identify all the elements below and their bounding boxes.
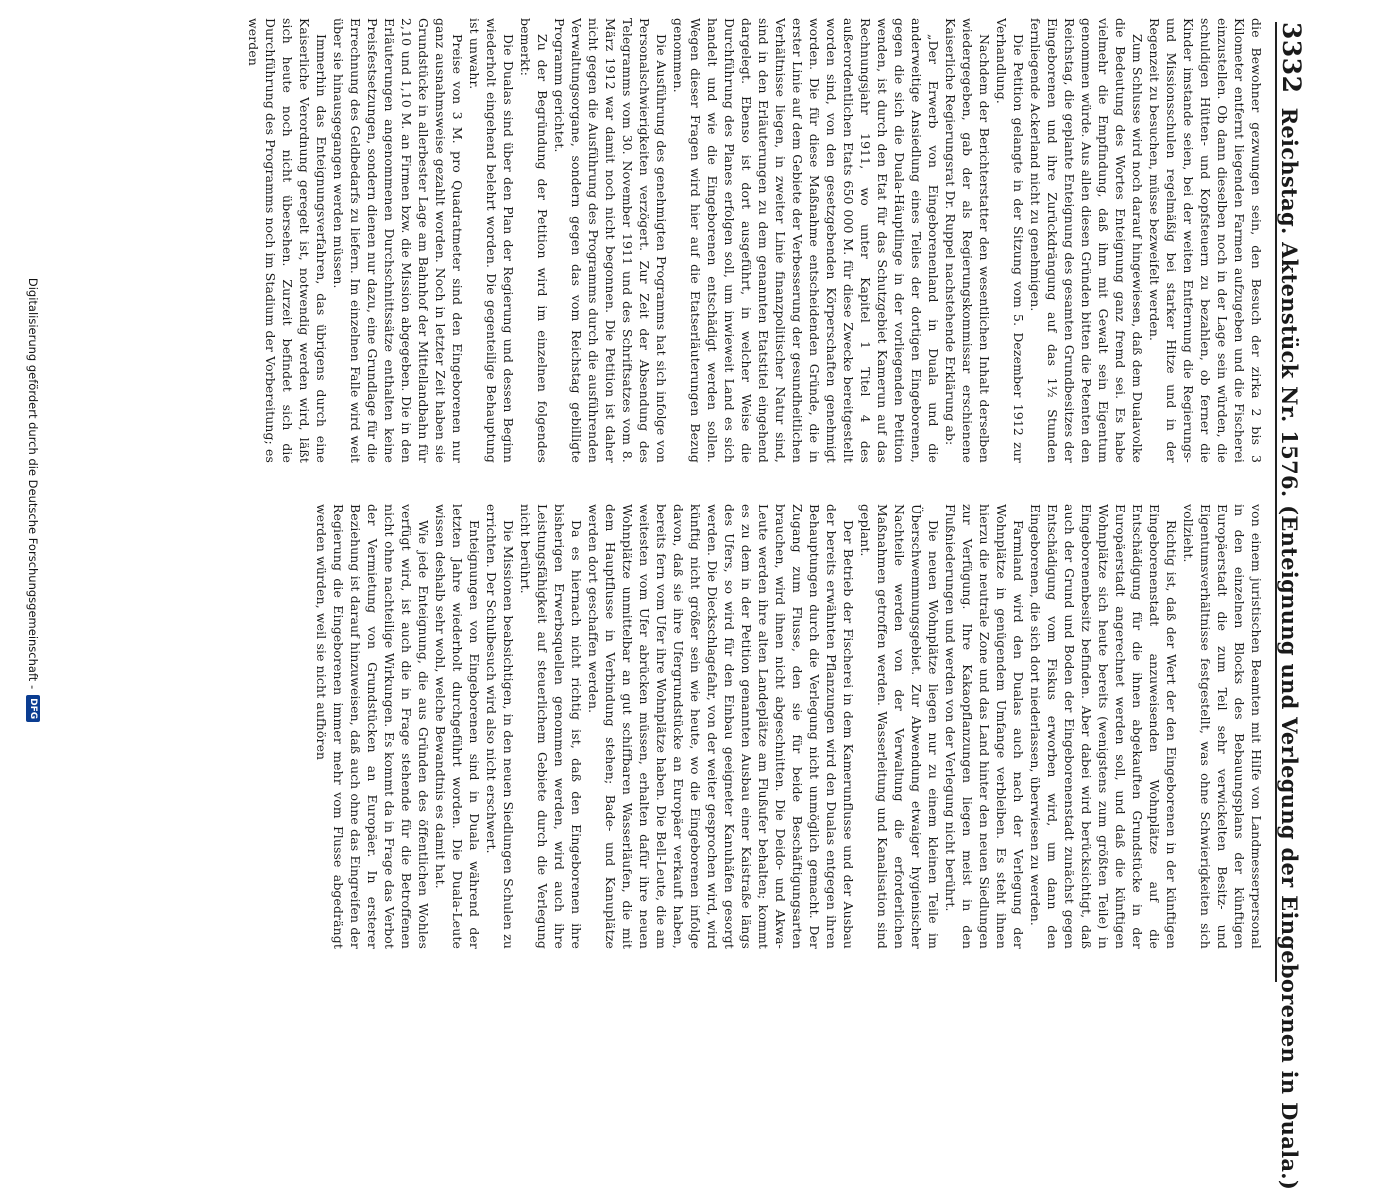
paragraph: Der Betrieb der Fischerei in dem Kamerunflusse und der Ausbau der bereits erwähnten Pflanzungen wird den Dualas entgegen ihren Behauptungen durch die Verlegung nicht unmöglich gemacht. Der Zugang zum Flusse, den sie für beide Beschäftigungsarten brauchen, wird ihnen nicht abgeschnitten. Die Deido- und Akwa-Leute werden ihre alten Landeplätze am Flußufer behalten; kommt es zu dem in der Petition genannten Ausbau einer Kaistraße längs des Ufers, so wird für den Einbau geeigneter Kanuhäfen gesorgt werden. Die Dieckschlagefahr, von der weiter gesprochen wird, wird künftig nicht größer sein wie heute, wo die Eingeborenen infolge davon, daß sie ihre Ufergrundstücke an Europäer verkauft haben, bereits fern vom Ufer ihre Wohnplätze haben. Die Bell-Leute, die am weitesten vom Ufer abrücken müssen, erhalten dafür ihre neuen Wohnplätze unmittelbar an gut schiffbaren Wasserläufen, die mit dem Hauptflusse in Verbindung stehen; Bade- und Kanuplätze werden dort geschaffen werden. xyxy=(586,504,856,949)
dfg-logo: DFG xyxy=(26,695,40,722)
paragraph: Zu der Begründung der Petition wird im einzelnen folgendes bemerkt: xyxy=(518,18,550,463)
paragraph: die Bewohner gezwungen sein, den Besuch der zirka 2 bis 3 Kilometer entfernt liegenden Farmen aufzugeben und die Fischerei einzustellen. Ob dann dieselben noch in der Lage sein würden, die schuldigen Hütten- und Kopfsteuern zu bezahlen, ob ferner die Kinder imstande seien, bei der weiten Entfernung die Regierungs- und Missionsschulen regelmäßig bei starker Hitze und in der Regenzeit zu besuchen, müsse bezweifelt werden. xyxy=(1147,18,1264,463)
paragraph: Die Ausführung des genehmigten Programms hat sich infolge von Personalschwierigkeiten verzögert. Zur Zeit der Absendung des Telegramms vom 30. November 1911 und des Schriftsatzes vom 8. März 1912 war damit noch nicht begonnen. Die Petition ist daher nicht gegen die Ausführung des Programms durch die ausführenden Verwaltungsorgane, sondern gegen das vom Reichstag gebilligte Programm gerichtet. xyxy=(552,18,669,463)
paragraph: Zum Schlusse wird noch darauf hingewiesen, daß dem Dualavolke die Bedeutung des Wortes Enteignung ganz fremd sei. Es habe vielmehr die Empfindung, daß ihm mit Gewalt sein Eigentum genommen würde. Aus allen diesen Gründen bitten die Petenten den Reichstag, die geplante Enteignung des gesamten Grundbesitzes der Eingeborenen und ihre Zurückdrängung auf das 1½ Stunden fernliegende Ackerland nicht zu genehmigen. xyxy=(1028,18,1145,463)
paragraph: Enteignungen von Eingeborenen sind in Duala während der letzten Jahre wiederholt durchgeführt worden. Die Duala-Leute wissen deshalb sehr wohl, welche Bewandtnis es damit hat. xyxy=(433,504,482,949)
text-column-left xyxy=(135,18,1265,463)
paragraph: Richtig ist, daß der Wert der den Eingeborenen in der künftigen Eingeborenenstadt anzuweisenden Wohnplätze auf die Entschädigung für die ihnen abgekauften Grundstücke in der Europäerstadt angerechnet werden soll, und daß die künftigen Wohnplätze sich heute bereits (wenigstens zum größten Teile) in Eingeborenenbesitz befinden. Aber dabei wird berücksichtigt, daß auch der Grund und Boden der Eingeborenenstadt zunächst gegen Entschädigung vom Fiskus erworben wird, um dann den Eingeborenen, die sich dort niederlassen, überwiesen zu werden. xyxy=(1028,504,1179,949)
paragraph: Die Missionen beabsichtigen, in den neuen Siedlungen Schulen zu errichten. Der Schulbesuch wird also nicht erschwert. xyxy=(484,504,516,949)
paragraph: Die neuen Wohnplätze liegen nur zu einem kleinen Teile im Überschwemmungsgebiet. Zur Abwendung etwaiger hygienischer Nachteile werden von der Verwaltung die erforderlichen Maßnahmen getroffen werden. Wasserleitung und Kanalisation sind geplant. xyxy=(858,504,941,949)
page-header xyxy=(1275,22,1325,1190)
digitization-footer xyxy=(18,0,48,1000)
footer-text: Digitalisierung gefördert durch die Deutsche Forschungsgemeinschaft - xyxy=(26,277,40,690)
paragraph: Wie jede Enteignung, die aus Gründen des öffentlichen Wohles verfügt wird, ist auch die in Frage stehende für die Betroffenen nicht ohne nachteilige Wirkungen. Es kommt da in Frage das Verbot der Vermietung von Grundstücken an Europäer. In ersterer Beziehung ist darauf hinzuweisen, daß auch ohne das Eingreifen der Regierung die Eingeborenen immer mehr vom Flusse abgedrängt werden würden, weil sie nicht aufhören xyxy=(314,504,431,949)
paragraph: Nachdem der Berichterstatter den wesentlichen Inhalt derselben wiedergegeben, gab der als Regierungskommissar erschienene Kaiserliche Regierungsrat Dr. Ruppel nachstehende Erklärung ab: xyxy=(943,18,992,463)
paragraph: Die Petition gelangte in der Sitzung vom 5. Dezember 1912 zur Verhandlung. xyxy=(994,18,1026,463)
paragraph: „Der Erwerb von Eingeborenenland in Duala und die anderweitige Ansiedlung eines Teiles der dortigen Eingeborenen, gegen die sich die Duala-Häuptlinge in der vorliegenden Petition wenden, ist durch den Etat für das Schutzgebiet Kamerun auf das Rechnungsjahr 1911, wo unter Kapitel 1 Titel 4 des außerordentlichen Etats 650 000 M. für diese Zwecke bereitgestellt worden sind, von den gesetzgebenden Körperschaften genehmigt worden. Die für diese Maßnahme entscheidenden Gründe, die in erster Linie auf dem Gebiete der Verbesserung der gesundheitlichen Verhältnisse liegen, in zweiter Linie finanzpolitischer Natur sind, sind in den Erläuterungen zu dem genannten Etatstitel eingehend dargelegt. Ebenso ist dort ausgeführt, in welcher Weise die Durchführung des Planes erfolgen soll, um inwieweit Land es sich handelt und wie die Eingeborenen entschädigt werden sollen. Wegen dieser Fragen wird hier auf die Etatserläuterungen Bezug genommen. xyxy=(671,18,941,463)
text-column-right xyxy=(135,504,1265,949)
paragraph: von einem juristischen Beamten mit Hilfe von Landmesserpersonal in den einzelnen Blocks des Bebauungsplans der künftigen Europäerstadt die zum Teil sehr verwickelten Besitz- und Eigentumsverhältnisse festgestellt, was ohne Schwierigkeiten sich vollzieht. xyxy=(1181,504,1264,949)
paragraph: Da es hiernach nicht richtig ist, daß den Eingeborenen ihre bisherigen Erwerbsquellen genommen werden, wird auch ihre Leistungsfähigkeit auf steuerlichem Gebiete durch die Verlegung nicht berührt. xyxy=(518,504,584,949)
page-number: 3332 xyxy=(1277,22,1306,94)
paragraph: Farmland wird den Dualas auch nach der Verlegung der Wohnplätze in genügendem Umfange verbleiben. Es steht ihnen hierzu die neutrale Zone und das Land hinter den neuen Siedlungen zur Verfügung. Ihre Kakaopflanzungen liegen meist in den Flußniederungen und werden von der Verlegung nicht berührt. xyxy=(943,504,1026,949)
paragraph: Preise von 3 M. pro Quadratmeter sind den Eingeborenen nur ganz ausnahmsweise gezahlt worden. Noch in letzter Zeit haben sie Grundstücke in allerbester Lage am Bahnhof der Mittellandbahn für 2,10 und 1,10 M. an Firmen bzw. die Mission abgegeben. Die in den Erläuterungen angenommenen Durchschnittssätze enthalten keine Preisfestsetzungen, sondern dienen nur dazu, eine Grundlage für die Errechnung des Geldbedarfs zu liefern. Im einzelnen Falle wird weit über sie hinausgegangen werden müssen. xyxy=(331,18,465,463)
paragraph: Die Dualas sind über den Plan der Regierung und dessen Beginn wiederholt eingehend belehrt worden. Die gegenteilige Behauptung ist unwahr. xyxy=(467,18,516,463)
running-title: Reichstag. Aktenstück Nr. 1576. (Enteignung und Verlegung der Eingeborenen in Duala.) xyxy=(1277,107,1302,1190)
paragraph: Immerhin das Enteignungsverfahren, das übrigens durch eine Kaiserliche Verordnung geregelt ist, notwendig werden wird, läßt sich heute noch nicht übersehen. Zurzeit befindet sich die Durchführung des Programms noch im Stadium der Vorbereitung; es werden xyxy=(246,18,329,463)
